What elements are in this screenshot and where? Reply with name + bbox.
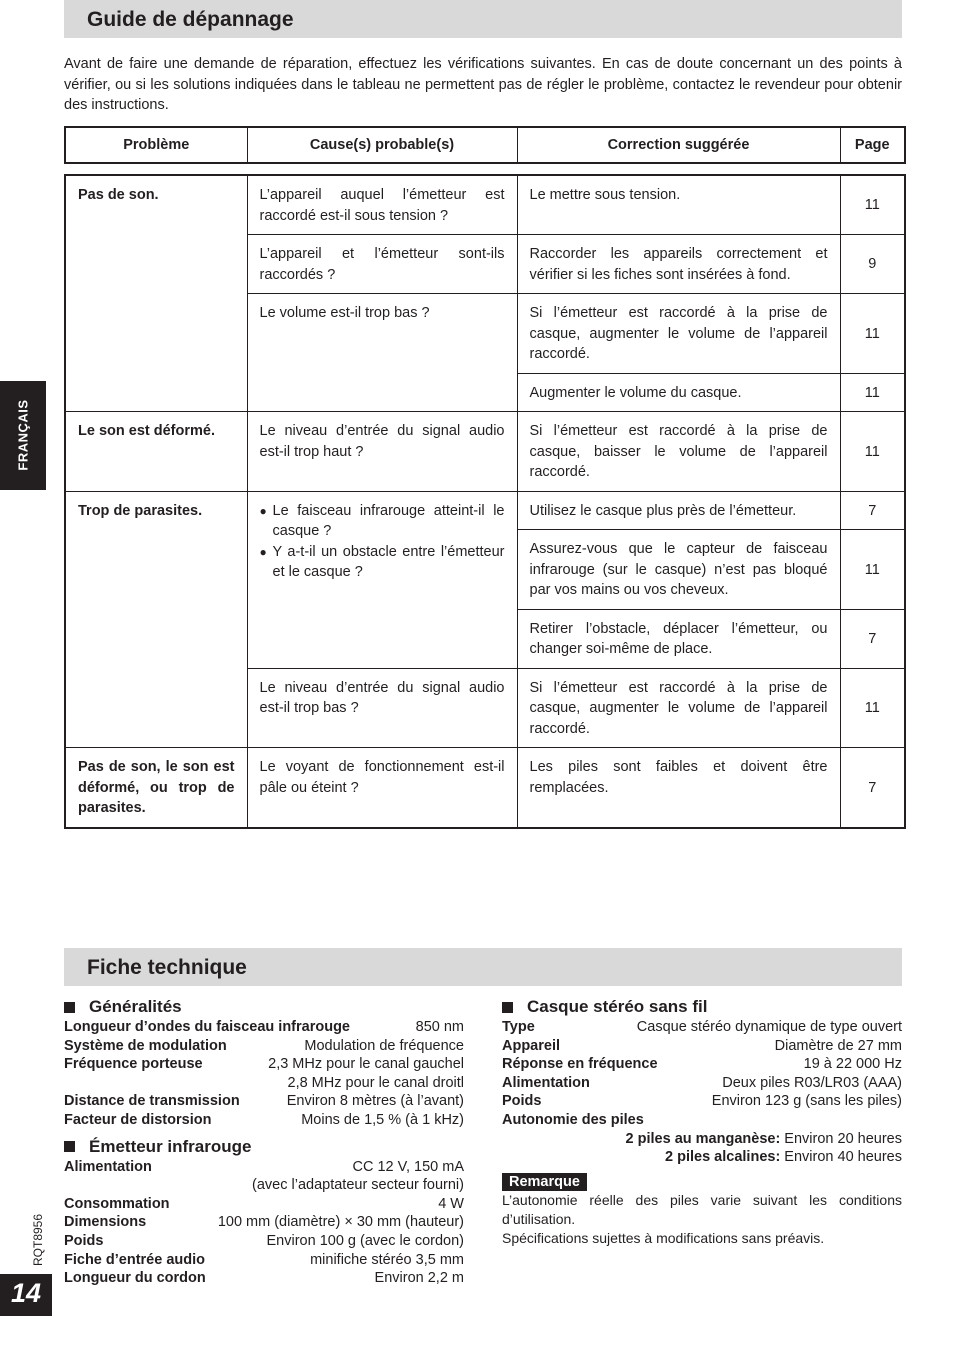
- spec-row: [502, 1074, 902, 1093]
- spec-value: 2,3 MHz pour le canal gauchel: [268, 1056, 464, 1073]
- spec-key: Facteur de distorsion: [64, 1111, 212, 1128]
- square-bullet-icon: [64, 1002, 75, 1013]
- correction-cell: Utilisez le casque plus près de l’émetteur.: [517, 491, 840, 530]
- spec-key: Distance de transmission: [64, 1093, 240, 1110]
- correction-cell: Augmenter le volume du casque.: [517, 373, 840, 412]
- troubleshooting-header-bar: [64, 0, 902, 38]
- spec-key: Type: [502, 1019, 535, 1035]
- correction-cell: Si l’émetteur est raccordé à la prise de casque, augmenter le volume de l’appareil raccordé.: [517, 668, 840, 748]
- spec-row: [64, 1176, 464, 1195]
- cause-cell: [247, 491, 517, 668]
- spec-value: 19 à 22 000 Hz: [803, 1056, 902, 1073]
- spec-value: Environ 2,2 m: [374, 1270, 464, 1287]
- spec-key: Autonomie des piles: [502, 1111, 644, 1128]
- page-number-box: [0, 1274, 52, 1316]
- spec-value: Deux piles R03/LR03 (AAA): [722, 1074, 902, 1091]
- header-page: Page: [840, 127, 905, 163]
- correction-cell: Le mettre sous tension.: [517, 175, 840, 235]
- cause-cell: L’appareil auquel l’émetteur est raccordé est-il sous tension ?: [247, 175, 517, 235]
- spec-key: Système de modulation: [64, 1037, 227, 1054]
- correction-cell: Si l’émetteur est raccordé à la prise de casque, augmenter le volume de l’appareil raccordé.: [517, 294, 840, 374]
- spec-key: [64, 1176, 70, 1195]
- spec-key: Longueur du cordon: [64, 1270, 206, 1287]
- page-cell: 11: [840, 373, 905, 412]
- correction-cell: Retirer l’obstacle, déplacer l’émetteur, ou changer soi-même de place.: [517, 609, 840, 668]
- model-code: RQT8956: [31, 1213, 45, 1267]
- spec-row: [64, 1111, 464, 1130]
- spec-row: [64, 1195, 464, 1214]
- headphones-spec-list: [502, 1018, 902, 1130]
- spec-key: Dimensions: [64, 1214, 147, 1231]
- spec-value: Casque stéréo dynamique de type ouvert: [636, 1019, 902, 1035]
- spec-value: 100 mm (diamètre) × 30 mm (hauteur): [217, 1214, 464, 1231]
- header-problem: Problème: [123, 137, 190, 153]
- spec-value: CC 12 V, 150 mA: [352, 1158, 464, 1175]
- spec-key: Poids: [502, 1093, 542, 1110]
- cause-bullet-list: [260, 501, 505, 583]
- general-title: Généralités: [89, 997, 182, 1016]
- problem-cell: Trop de parasites.: [65, 491, 247, 748]
- spec-row: [502, 1111, 902, 1130]
- page-cell: 11: [840, 668, 905, 748]
- spec-row: [64, 1232, 464, 1251]
- cause-cell: Le niveau d’entrée du signal audio est-il trop haut ?: [247, 412, 517, 492]
- page-cell: 11: [840, 530, 905, 610]
- page-cell: 11: [840, 412, 905, 492]
- square-bullet-icon: [64, 1141, 75, 1152]
- specs-title: Fiche technique: [87, 956, 247, 979]
- troubleshooting-table-header: [64, 126, 906, 164]
- spec-row: [502, 1092, 902, 1111]
- emitter-subtitle: [64, 1136, 464, 1158]
- spec-row: [64, 1158, 464, 1177]
- spec-key: Consommation: [64, 1195, 170, 1212]
- correction-cell: Raccorder les appareils correctement et vérifier si les fiches sont insérées à fond.: [517, 235, 840, 294]
- specs-column-right: [502, 996, 902, 1248]
- header-cause: Cause(s) probable(s): [247, 127, 517, 163]
- spec-value: Environ 123 g (sans les piles): [711, 1093, 902, 1110]
- correction-cell: Si l’émetteur est raccordé à la prise de casque, baisser le volume de l’appareil raccordé.: [517, 412, 840, 492]
- spec-key: Alimentation: [64, 1158, 152, 1175]
- spec-value: Modulation de fréquence: [304, 1037, 464, 1054]
- emitter-title: Émetteur infrarouge: [89, 1136, 252, 1156]
- spec-key: Longueur d’ondes du faisceau infrarouge: [64, 1019, 350, 1035]
- headphones-title: Casque stéréo sans fil: [527, 997, 708, 1016]
- spec-row: [64, 1055, 464, 1074]
- specs-column-left: [64, 996, 464, 1288]
- spec-value: Moins de 1,5 % (à 1 kHz): [301, 1111, 464, 1128]
- spec-key: Fréquence porteuse: [64, 1056, 203, 1073]
- spec-value: (avec l’adaptateur secteur fourni): [252, 1177, 464, 1194]
- spec-row: [502, 1018, 902, 1037]
- spec-row: [64, 1037, 464, 1056]
- spec-key: [64, 1074, 70, 1093]
- spec-row: [502, 1055, 902, 1074]
- spec-value: Environ 8 mètres (à l’avant): [286, 1093, 464, 1110]
- spec-key: Alimentation: [502, 1074, 590, 1091]
- battery-row: 2 piles au manganèse: Environ 20 heures: [625, 1130, 902, 1147]
- spec-key: Fiche d’entrée audio: [64, 1251, 205, 1268]
- list-item: ● Le faisceau infrarouge atteint-il le casque ?: [260, 501, 505, 542]
- spec-value: 850 nm: [415, 1019, 464, 1035]
- spec-key: Poids: [64, 1232, 104, 1249]
- troubleshooting-intro: Avant de faire une demande de réparation, effectuez les vérifications suivantes. En cas de doute concernant un des points à vérifier, ou si les solutions indiquées dans le tableau ne permettent pas de régler le problème, contactez le revendeur pour obtenir des instructions.: [64, 56, 902, 113]
- problem-cell: Le son est déformé.: [65, 412, 247, 492]
- spec-row: [64, 1018, 464, 1037]
- cause-cell: Le voyant de fonctionnement est-il pâle ou éteint ?: [247, 748, 517, 828]
- language-tab: [0, 381, 46, 490]
- header-correction: Correction suggérée: [517, 127, 840, 163]
- cause-cell: Le volume est-il trop bas ?: [247, 294, 517, 412]
- page-cell: 7: [840, 491, 905, 530]
- page-cell: 11: [840, 294, 905, 374]
- emitter-spec-list: [64, 1158, 464, 1288]
- page-cell: 11: [840, 175, 905, 235]
- spec-value: 4 W: [438, 1195, 464, 1212]
- general-subtitle: [64, 996, 464, 1018]
- spec-key: Réponse en fréquence: [502, 1056, 658, 1073]
- remark-label: Remarque: [502, 1173, 587, 1191]
- remark-text: L’autonomie réelle des piles varie suivant les conditions d’utilisation.: [502, 1191, 902, 1227]
- problem-cell: Pas de son, le son est déformé, ou trop de parasites.: [65, 748, 247, 828]
- troubleshooting-title: Guide de dépannage: [87, 8, 294, 31]
- page-cell: 7: [840, 609, 905, 668]
- square-bullet-icon: [502, 1002, 513, 1013]
- cause-cell: L’appareil et l’émetteur sont-ils raccordés ?: [247, 235, 517, 294]
- correction-cell: Assurez-vous que le capteur de faisceau infrarouge (sur le casque) n’est pas bloqué par vos mains ou vos cheveux.: [517, 530, 840, 610]
- page-number: 14: [10, 1278, 42, 1308]
- spec-row: [64, 1092, 464, 1111]
- battery-row: 2 piles alcalines: Environ 40 heures: [665, 1149, 902, 1166]
- spec-value: 2,8 MHz pour le canal droitl: [287, 1074, 464, 1091]
- spec-row: [64, 1269, 464, 1288]
- spec-row: [64, 1213, 464, 1232]
- correction-cell: Les piles sont faibles et doivent être remplacées.: [517, 748, 840, 828]
- troubleshooting-table: [64, 174, 906, 829]
- general-spec-list: [64, 1018, 464, 1130]
- list-item: ● Y a-t-il un obstacle entre l’émetteur et le casque ?: [260, 542, 505, 583]
- specs-header-bar: [64, 948, 902, 986]
- spec-value: Environ 100 g (avec le cordon): [266, 1232, 464, 1249]
- problem-cell: Pas de son.: [65, 175, 247, 412]
- spec-row: [502, 1037, 902, 1056]
- page-cell: 9: [840, 235, 905, 294]
- headphones-subtitle: [502, 996, 902, 1018]
- language-label: FRANÇAIS: [15, 399, 31, 471]
- spec-value: minifiche stéréo 3,5 mm: [310, 1251, 464, 1268]
- cause-cell: Le niveau d’entrée du signal audio est-il trop bas ?: [247, 668, 517, 748]
- notice-text: Spécifications sujettes à modifications sans préavis.: [502, 1229, 825, 1246]
- page-cell: 7: [840, 748, 905, 828]
- spec-row: [64, 1074, 464, 1093]
- spec-key: Appareil: [502, 1037, 561, 1054]
- spec-row: [64, 1251, 464, 1270]
- spec-value: Diamètre de 27 mm: [774, 1037, 902, 1054]
